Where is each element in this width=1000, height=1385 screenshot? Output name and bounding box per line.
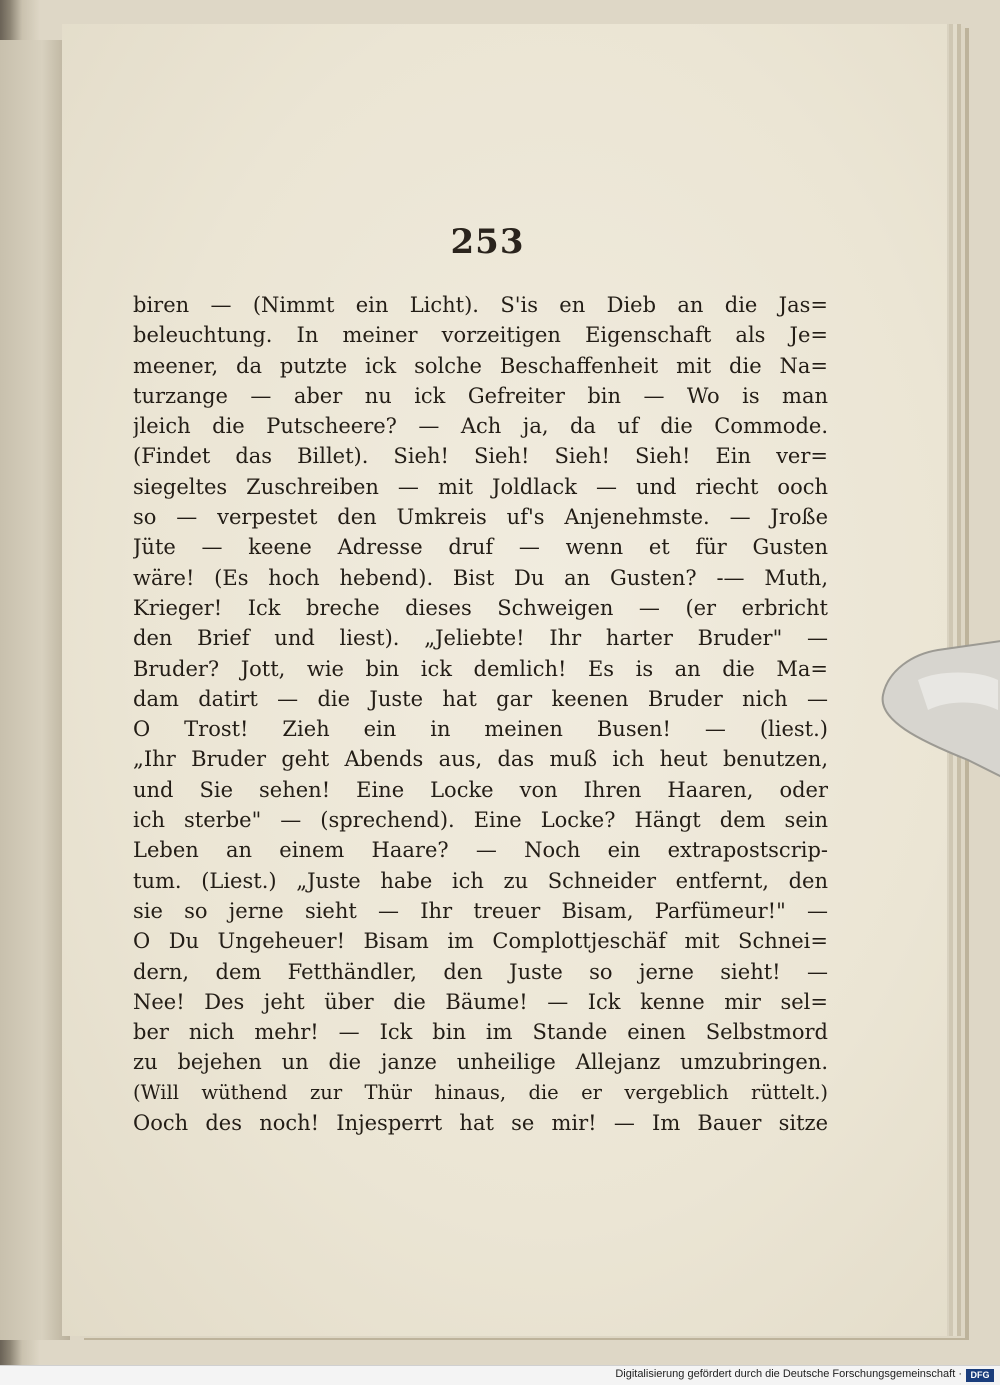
text-line: Jüte — keene Adresse druf — wenn et für Gusten: [133, 535, 828, 560]
text-line: „Ihr Bruder geht Abends aus, das muß ich heut benutzen,: [133, 747, 828, 772]
dfg-logo: DFG: [966, 1369, 994, 1382]
text-line: siegeltes Zuschreiben — mit Joldlack — und riecht ooch: [133, 474, 828, 499]
text-line: so — verpestet den Umkreis uf's Anjenehmste. — Jroße: [133, 505, 828, 530]
text-line: Ooch des noch! Injesperrt hat se mir! — Im Bauer sitze: [133, 1111, 828, 1136]
text-line: dern, dem Fetthändler, den Juste so jerne sieht! —: [133, 959, 828, 984]
text-line: beleuchtung. In meiner vorzeitigen Eigenschaft als Je=: [133, 323, 828, 348]
page-number: 253: [450, 222, 525, 262]
text-line: O Trost! Zieh ein in meinen Busen! — (liest.): [133, 717, 828, 742]
text-line: Leben an einem Haare? — Noch ein extrapostscrip-: [133, 838, 828, 863]
footer-credit: Digitalisierung gefördert durch die Deutsche Forschungsgemeinschaft ·: [615, 1368, 962, 1380]
text-line: jleich die Putscheere? — Ach ja, da uf die Commode.: [133, 414, 828, 439]
page-clip-icon: [878, 640, 1000, 780]
text-line: dam datirt — die Juste hat gar keenen Bruder nich —: [133, 686, 828, 711]
text-line: Bruder? Jott, wie bin ick demlich! Es is an die Ma=: [133, 656, 828, 681]
text-line: turzange — aber nu ick Gefreiter bin — Wo is man: [133, 383, 828, 408]
footer-bar: [0, 1365, 1000, 1385]
text-line: meener, da putzte ick solche Beschaffenheit mit die Na=: [133, 353, 828, 378]
text-line: ich sterbe" — (sprechend). Eine Locke? Hängt dem sein: [133, 808, 828, 833]
text-line: den Brief und liest). „Jeliebte! Ihr harter Bruder" —: [133, 626, 828, 651]
text-line: Nee! Des jeht über die Bäume! — Ick kenne mir sel=: [133, 989, 828, 1014]
text-line: wäre! (Es hoch hebend). Bist Du an Gusten? -— Muth,: [133, 565, 828, 590]
text-line: tum. (Liest.) „Juste habe ich zu Schneider entfernt, den: [133, 868, 828, 893]
text-line: Krieger! Ick breche dieses Schweigen — (er erbricht: [133, 595, 828, 620]
body-text: [133, 290, 828, 1138]
text-line: biren — (Nimmt ein Licht). S'is en Dieb an die Jas=: [133, 293, 828, 317]
text-line: O Du Ungeheuer! Bisam im Complottjeschäf mit Schnei=: [133, 929, 828, 954]
text-line: (Findet das Billet). Sieh! Sieh! Sieh! Sieh! Ein ver=: [133, 444, 828, 469]
text-line: (Will wüthend zur Thür hinaus, die er vergeblich rüttelt.): [133, 1080, 828, 1104]
text-line: ber nich mehr! — Ick bin im Stande einen Selbstmord: [133, 1020, 828, 1045]
text-line: zu bejehen un die janze unheilige Allejanz umzubringen.: [133, 1050, 828, 1075]
text-line: sie so jerne sieht — Ihr treuer Bisam, Parfümeur!" —: [133, 898, 828, 923]
text-line: und Sie sehen! Eine Locke von Ihren Haaren, oder: [133, 777, 828, 802]
